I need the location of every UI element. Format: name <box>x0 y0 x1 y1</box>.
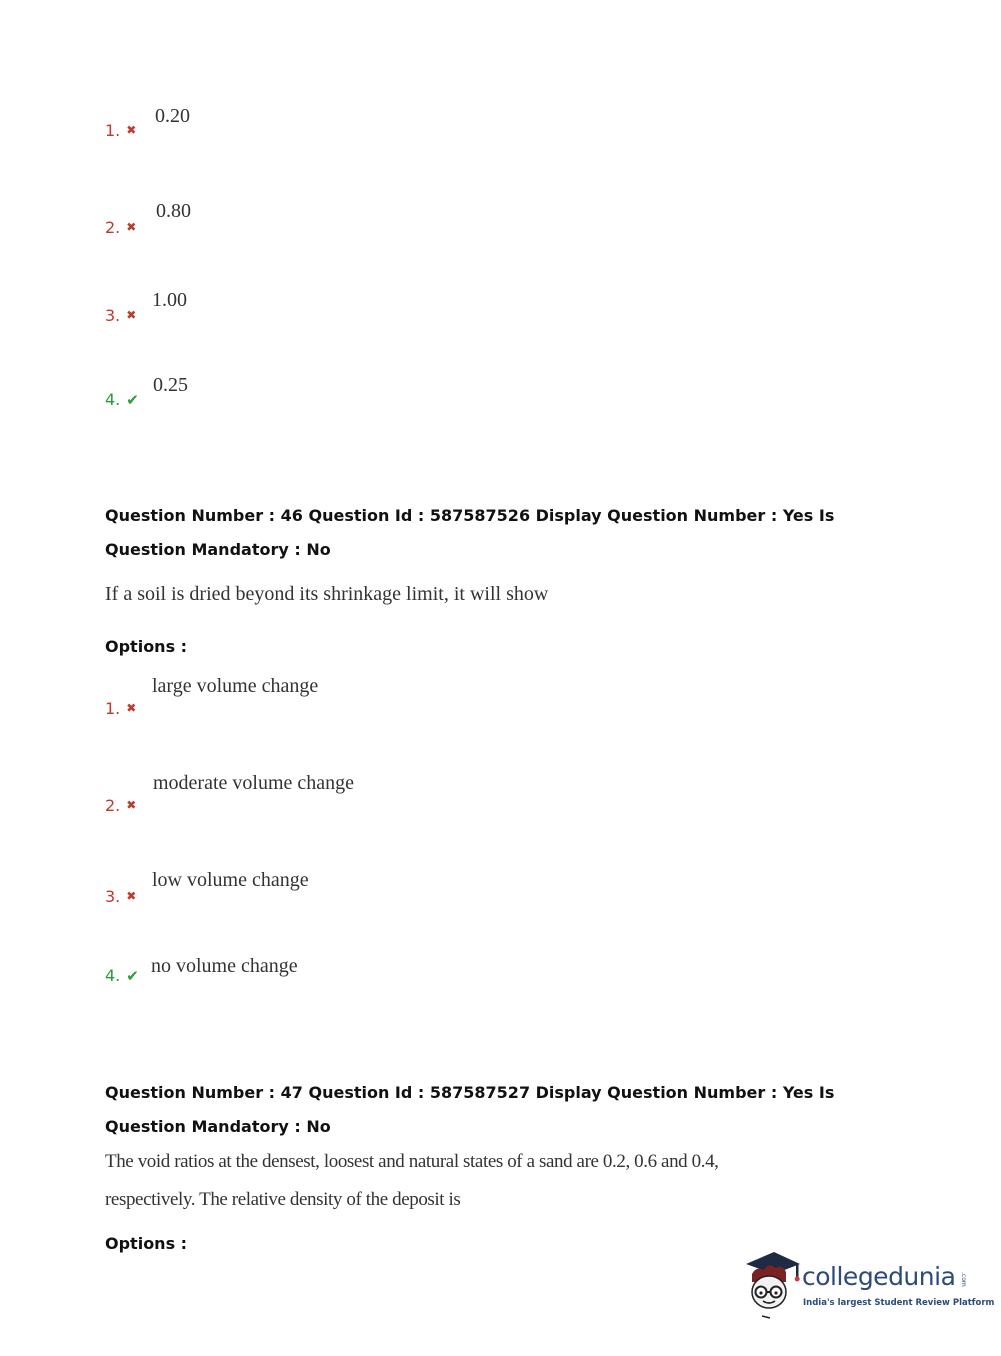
option-number: 1. ✖ <box>105 699 137 718</box>
cross-icon: ✖ <box>126 798 137 812</box>
question-header-46: Question Number : 46 Question Id : 587587526 Display Question Number : Yes Is Question Mandatory : No <box>105 506 835 559</box>
option-number: 3. ✖ <box>105 306 137 325</box>
option-number: 1. ✖ <box>105 121 137 140</box>
logo-wordmark: collegedunia <box>802 1262 956 1291</box>
cross-icon: ✖ <box>126 701 137 715</box>
option-text: 1.00 <box>152 289 187 311</box>
question-header-47: Question Number : 47 Question Id : 587587527 Display Question Number : Yes Is Question Mandatory : No <box>105 1083 835 1136</box>
cross-icon: ✖ <box>126 123 137 137</box>
logo-suffix: .com <box>960 1272 967 1287</box>
option-number: 2. ✖ <box>105 796 137 815</box>
option-text: no volume change <box>151 955 298 977</box>
check-icon: ✔ <box>126 967 139 985</box>
options-label-47: Options : <box>105 1234 188 1253</box>
option-text: 0.20 <box>155 105 190 127</box>
cross-icon: ✖ <box>126 308 137 322</box>
logo-tagline: India's largest Student Review Platform <box>803 1298 995 1308</box>
question-text-47-line-2: respectively. The relative density of the deposit is <box>105 1189 461 1210</box>
question-text-46: If a soil is dried beyond its shrinkage limit, it will show <box>105 583 549 605</box>
option-text: large volume change <box>152 675 319 697</box>
option-text: low volume change <box>152 869 309 891</box>
cross-icon: ✖ <box>126 220 137 234</box>
option-number: 4. ✔ <box>105 966 139 985</box>
option-number: 3. ✖ <box>105 887 137 906</box>
option-text: moderate volume change <box>153 772 355 794</box>
options-label-46: Options : <box>105 637 188 656</box>
option-number: 4. ✔ <box>105 390 139 409</box>
option-number: 2. ✖ <box>105 218 137 237</box>
option-text: 0.80 <box>156 200 191 222</box>
option-text: 0.25 <box>153 374 188 396</box>
mascot-icon <box>742 1248 804 1320</box>
check-icon: ✔ <box>126 391 139 409</box>
cross-icon: ✖ <box>126 889 137 903</box>
question-text-47-line-1: The void ratios at the densest, loosest and natural states of a sand are 0.2, 0.6 and 0.4, <box>105 1151 719 1172</box>
collegedunia-logo <box>742 1248 995 1318</box>
